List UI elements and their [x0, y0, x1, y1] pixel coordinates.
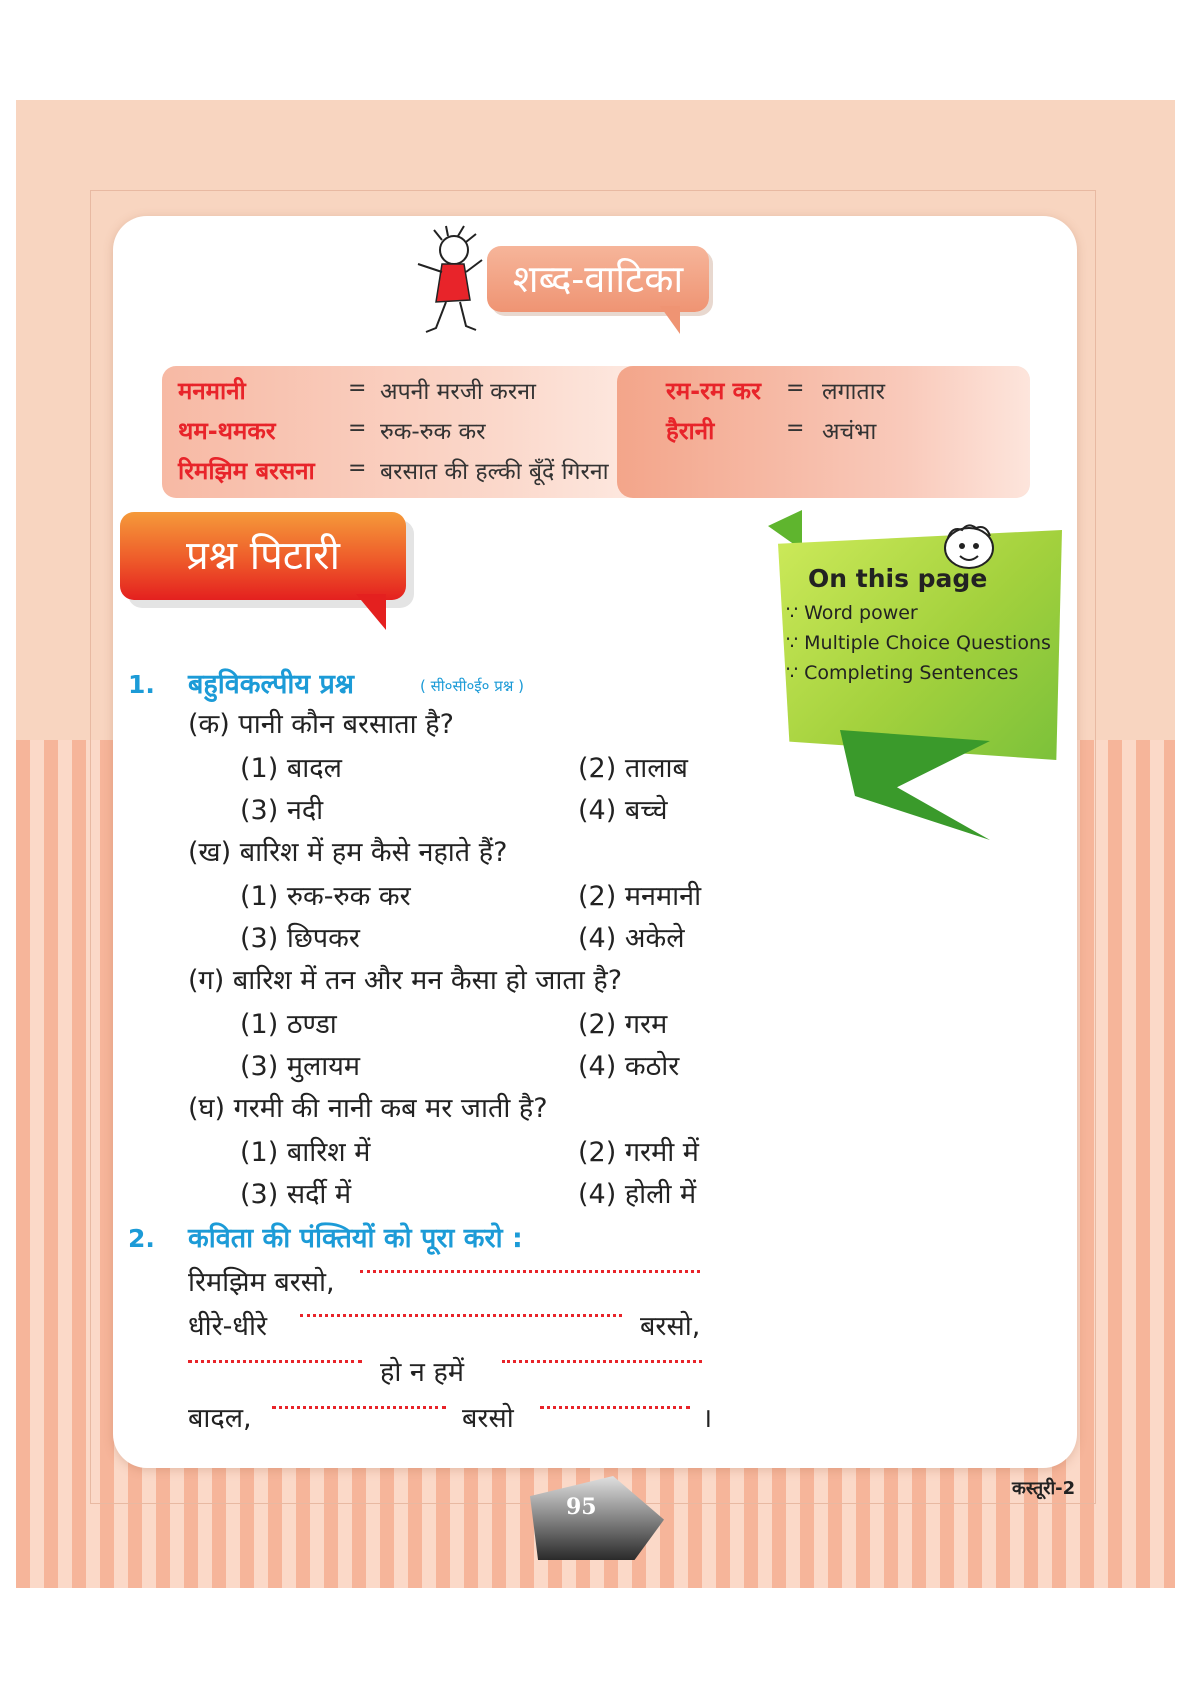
poem-line-text: बादल, [188, 1403, 252, 1434]
section-title-tail [356, 594, 386, 630]
on-this-page-item: ∵ Multiple Choice Questions [786, 632, 1051, 654]
glossary-term: रिमझिम बरसना [178, 457, 315, 485]
mcq-question: (ग) बारिश में तन और मन कैसा हो जाता है? [188, 965, 623, 996]
on-this-page-item: ∵ Word power [786, 602, 918, 624]
question-box-title: प्रश्न पिटारी [120, 512, 406, 600]
glossary-eq: = [348, 456, 367, 481]
mcq-option: (1) बादल [240, 753, 342, 784]
glossary-term: रम-रम कर [666, 377, 761, 405]
mcq-option: (3) सर्दी में [240, 1179, 352, 1210]
glossary-def: अपनी मरजी करना [380, 379, 536, 405]
blank-line [272, 1406, 446, 1409]
glossary-def: बरसात की हल्की बूँदें गिरना [380, 459, 609, 485]
mcq-option: (2) मनमानी [578, 881, 702, 912]
mcq-question: (ख) बारिश में हम कैसे नहाते हैं? [188, 837, 508, 868]
blank-line [502, 1360, 702, 1363]
mcq-option: (1) बारिश में [240, 1137, 371, 1168]
poem-line-text: धीरे-धीरे [188, 1311, 268, 1342]
mcq-option: (1) ठण्डा [240, 1009, 337, 1040]
page-number: 95 [566, 1494, 597, 1520]
poem-line-text: हो न हमें [380, 1357, 464, 1388]
mcq-option: (2) तालाब [578, 753, 688, 784]
mcq-option: (2) गरम [578, 1009, 668, 1040]
poem-line-text: बरसो [462, 1403, 514, 1434]
question-number: 1. [128, 670, 155, 699]
mcq-option: (4) अकेले [578, 923, 685, 954]
glossary-term: हैरानी [666, 417, 715, 445]
question-number: 2. [128, 1224, 155, 1253]
mcq-option: (4) बच्चे [578, 795, 668, 826]
title-tail [660, 306, 680, 334]
mcq-question: (घ) गरमी की नानी कब मर जाती है? [188, 1093, 548, 1124]
blank-line [360, 1270, 700, 1273]
glossary-eq: = [786, 376, 805, 401]
mcq-option: (4) कठोर [578, 1051, 680, 1082]
girl-illustration [406, 224, 486, 338]
on-this-page-title: On this page [808, 564, 988, 593]
word-garden-title: शब्द-वाटिका [487, 246, 709, 312]
poem-line-text: रिमझिम बरसो, [188, 1267, 335, 1298]
question-subheading: ( सी०सी०ई० प्रश्न ) [420, 677, 524, 695]
poem-line-text: बरसो, [640, 1311, 701, 1342]
glossary-def: रुक-रुक कर [380, 419, 486, 445]
blank-line [188, 1360, 362, 1363]
question-heading: कविता की पंक्तियों को पूरा करो : [188, 1223, 523, 1254]
book-name: कस्तूरी-2 [1012, 1478, 1076, 1499]
glossary-eq: = [786, 416, 805, 441]
glossary-eq: = [348, 376, 367, 401]
glossary-term: थम-थमकर [178, 417, 276, 445]
mcq-option: (2) गरमी में [578, 1137, 699, 1168]
mcq-option: (3) छिपकर [240, 923, 360, 954]
glossary-eq: = [348, 416, 367, 441]
mcq-option: (1) रुक-रुक कर [240, 881, 411, 912]
on-this-page-item: ∵ Completing Sentences [786, 662, 1019, 684]
blank-line [300, 1314, 622, 1317]
glossary-term: मनमानी [178, 377, 246, 405]
blank-line [540, 1406, 690, 1409]
mcq-option: (3) नदी [240, 795, 324, 826]
mcq-question: (क) पानी कौन बरसाता है? [188, 709, 454, 740]
glossary-def: लगातार [822, 379, 885, 405]
mcq-option: (3) मुलायम [240, 1051, 361, 1082]
question-heading: बहुविकल्पीय प्रश्न [188, 669, 354, 700]
mcq-option: (4) होली में [578, 1179, 697, 1210]
poem-line-text: । [702, 1403, 713, 1434]
glossary-def: अचंभा [822, 419, 877, 445]
